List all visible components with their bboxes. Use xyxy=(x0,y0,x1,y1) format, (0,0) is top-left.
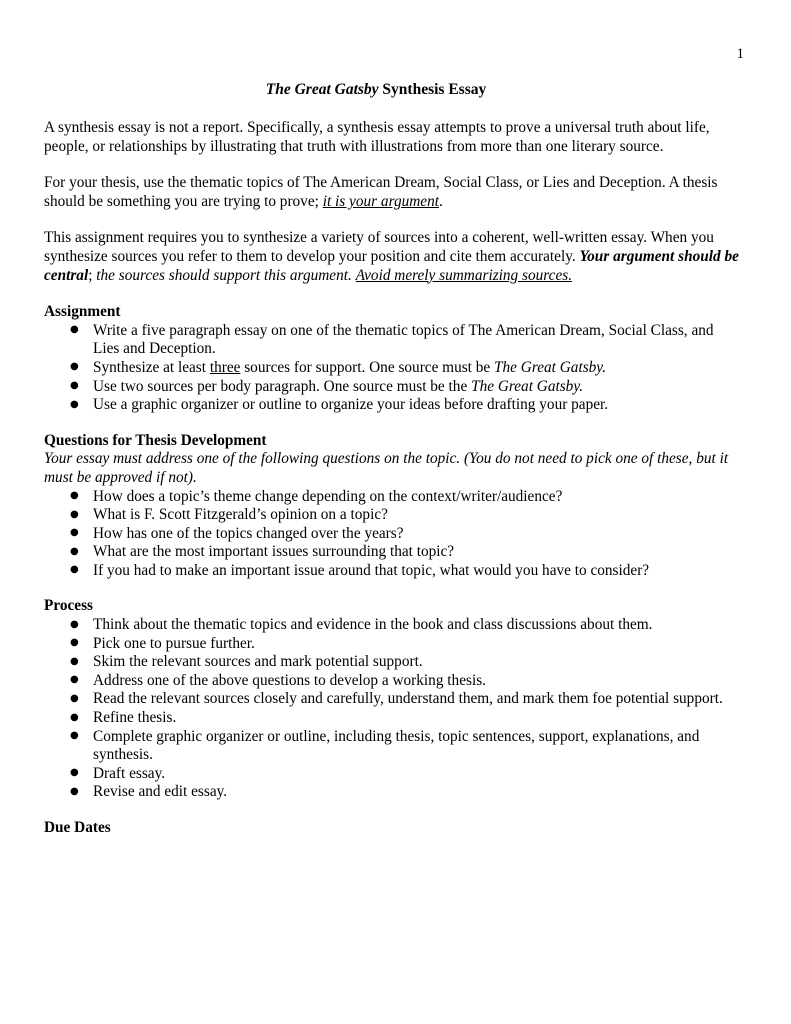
list-item xyxy=(44,525,742,544)
para-synthesis xyxy=(44,229,742,285)
page-title-book-name: The Great Gatsby xyxy=(265,81,379,98)
para-synthesis-run-2: ; xyxy=(88,266,97,284)
section-process-item-4-run-0: Read the relevant sources closely and carefully, understand them, and mark them foe potential support. xyxy=(93,690,723,708)
spacer xyxy=(44,285,742,303)
list-item xyxy=(44,765,742,784)
list-item xyxy=(44,396,742,415)
para-definition-run-0: A synthesis essay is not a report. Specifically, a synthesis essay attempts to prove a universal truth about life, people, or relationships by illustrating that truth with illustrations from more than one literary source. xyxy=(44,119,710,155)
list-item xyxy=(44,562,742,581)
list-item xyxy=(44,635,742,654)
list-item xyxy=(44,616,742,635)
list-item xyxy=(44,543,742,562)
section-process-item-3-run-0: Address one of the above questions to develop a working thesis. xyxy=(93,671,486,689)
section-assignment-heading: Assignment xyxy=(44,303,121,321)
list-item xyxy=(44,653,742,672)
section-process-heading: Process xyxy=(44,597,93,615)
section-assignment-item-0-run-0: Write a five paragraph essay on one of the thematic topics of The American Dream, Social Class, and Lies and Deception. xyxy=(93,321,714,358)
para-thesis xyxy=(44,174,742,211)
section-questions-heading: Questions for Thesis Development xyxy=(44,431,267,449)
list-item xyxy=(44,783,742,802)
section-questions-list xyxy=(44,488,742,581)
page-title xyxy=(44,80,742,99)
section-due-dates-heading: Due Dates xyxy=(44,819,111,836)
spacer xyxy=(44,415,742,432)
section-questions-item-4-run-0: If you had to make an important issue around that topic, what would you have to consider? xyxy=(93,561,650,579)
document-sections xyxy=(44,303,742,837)
list-item xyxy=(44,322,742,359)
list-item xyxy=(44,488,742,507)
section-process-item-5-run-0: Refine thesis. xyxy=(93,709,177,727)
page-number: 1 xyxy=(736,46,744,62)
para-synthesis-run-3: the sources should support this argument. xyxy=(96,266,352,284)
section-process-item-8-run-0: Revise and edit essay. xyxy=(93,783,228,801)
para-definition xyxy=(44,119,742,156)
para-thesis-run-1: it is your argument xyxy=(322,192,439,210)
section-process-item-0-run-0: Think about the thematic topics and evidence in the book and class discussions about them. xyxy=(93,616,653,634)
section-process-item-2-run-0: Skim the relevant sources and mark potential support. xyxy=(93,653,423,671)
section-process-item-7-run-0: Draft essay. xyxy=(93,764,166,782)
section-process-item-6-run-0: Complete graphic organizer or outline, including thesis, topic sentences, support, explanations, and synthesis. xyxy=(93,727,700,764)
para-synthesis-run-1: Your argument should be central xyxy=(44,247,739,284)
list-item xyxy=(44,378,742,397)
para-thesis-run-0: For your thesis, use the thematic topics of The American Dream, Social Class, or Lies and Deception. A thesis should be something you are trying to prove; xyxy=(44,174,718,210)
section-assignment-item-1-run-3: The Great Gatsby. xyxy=(494,358,607,376)
list-item xyxy=(44,359,742,378)
section-assignment-item-3-run-0: Use a graphic organizer or outline to organize your ideas before drafting your paper. xyxy=(93,396,609,414)
spacer xyxy=(44,156,742,174)
section-assignment-item-1-run-1: three xyxy=(209,358,241,376)
list-item xyxy=(44,506,742,525)
section-questions-item-0-run-0: How does a topic’s theme change depending on the context/writer/audience? xyxy=(93,487,563,505)
list-item xyxy=(44,672,742,691)
section-assignment-item-2-run-0: Use two sources per body paragraph. One source must be the xyxy=(93,377,472,395)
section-questions-item-3-run-0: What are the most important issues surrounding that topic? xyxy=(93,543,455,561)
section-assignment-item-2-run-1: The Great Gatsby. xyxy=(471,377,584,395)
list-item xyxy=(44,709,742,728)
para-synthesis-run-5: Avoid merely summarizing sources. xyxy=(355,266,573,284)
spacer xyxy=(44,580,742,597)
section-process-item-1-run-0: Pick one to pursue further. xyxy=(93,634,255,652)
section-assignment-item-1-run-0: Synthesize at least xyxy=(93,358,210,376)
section-assignment-list xyxy=(44,322,742,415)
document-body xyxy=(44,80,742,838)
para-synthesis-run-0: This assignment requires you to synthesize a variety of sources into a coherent, well-written essay. When you synthesize sources you refer to them to develop your position and cite them accurately. xyxy=(44,229,714,265)
list-item xyxy=(44,690,742,709)
spacer xyxy=(44,211,742,229)
section-questions-item-1-run-0: What is F. Scott Fitzgerald’s opinion on a topic? xyxy=(93,506,388,524)
section-process-list xyxy=(44,616,742,802)
para-thesis-run-2: . xyxy=(438,192,443,210)
page-title-suffix: Synthesis Essay xyxy=(378,81,487,98)
spacer xyxy=(44,99,742,119)
section-assignment-item-1-run-2: sources for support. One source must be xyxy=(240,358,495,376)
section-questions-subtitle: Your essay must address one of the following questions on the topic. (You do not need to pick one of these, but it must be approved if not). xyxy=(44,450,729,486)
list-item xyxy=(44,728,742,765)
intro-paragraphs xyxy=(44,119,742,303)
spacer xyxy=(44,802,742,819)
section-questions-item-2-run-0: How has one of the topics changed over the years? xyxy=(93,524,404,542)
